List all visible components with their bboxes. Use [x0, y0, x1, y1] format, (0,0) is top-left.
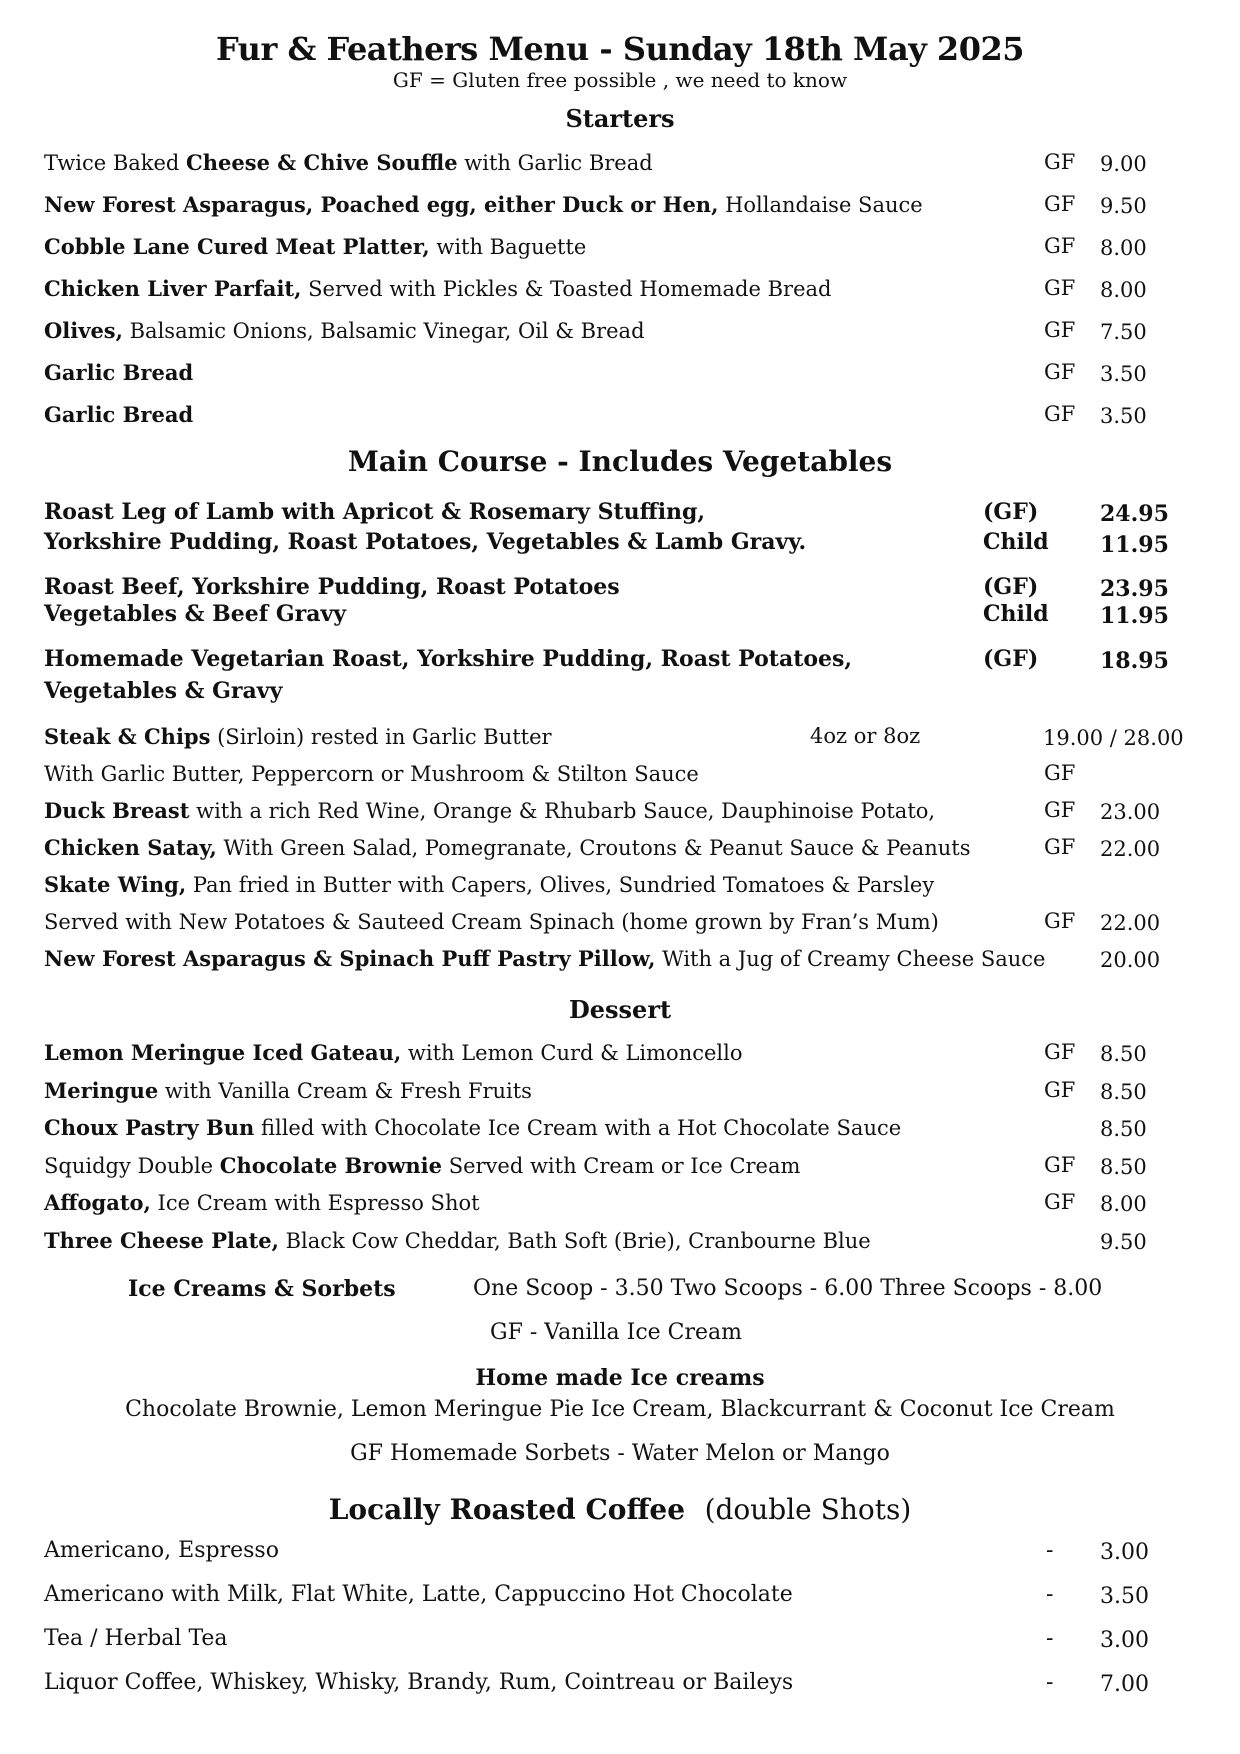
item-price: 8.50 — [1100, 1079, 1147, 1104]
item-description: with a rich Red Wine, Orange & Rhubarb Sauce, Dauphinoise Potato, — [189, 799, 936, 823]
menu-title: Fur & Feathers Menu - Sunday 18th May 2025 — [216, 30, 1024, 68]
coffee-price: 3.50 — [1100, 1584, 1149, 1609]
item-price: 7.50 — [1100, 320, 1147, 344]
coffee-price: 7.00 — [1100, 1672, 1149, 1697]
roast-beef-line2: Vegetables & Beef Gravy — [44, 601, 347, 627]
gf-marker: GF — [1044, 761, 1076, 785]
gf-vanilla-ice-cream: GF - Vanilla Ice Cream — [490, 1320, 743, 1345]
item-name: Chocolate Brownie — [219, 1152, 443, 1178]
roast-beef-line1: Roast Beef, Yorkshire Pudding, Roast Potatoes — [44, 574, 620, 600]
gf-marker: GF — [1044, 276, 1076, 300]
item-price: 8.50 — [1100, 1117, 1147, 1141]
menu-item — [44, 1153, 800, 1178]
item-name: Choux Pastry Bun — [44, 1115, 255, 1140]
steak-price: 19.00 / 28.00 — [1043, 726, 1184, 750]
roast-lamb-line1: Roast Leg of Lamb with Apricot & Rosemary Stuffing, — [44, 499, 706, 525]
ice-creams-label: Ice Creams & Sorbets — [128, 1276, 396, 1302]
scoop-prices: One Scoop - 3.50 Two Scoops - 6.00 Three Scoops - 8.00 — [473, 1276, 1103, 1301]
item-description: with Vanilla Cream & Fresh Fruits — [158, 1078, 532, 1103]
menu-item — [44, 234, 586, 259]
section-heading-starters: Starters — [565, 104, 675, 133]
gf-marker: GF — [1044, 1152, 1076, 1177]
item-price: 9.50 — [1100, 194, 1147, 218]
item-description: with Garlic Bread — [457, 151, 653, 175]
section-heading-main-course: Main Course - Includes Vegetables — [347, 445, 893, 478]
gf-marker: GF — [1044, 234, 1076, 258]
menu-item — [44, 1228, 871, 1253]
menu-item — [44, 276, 831, 301]
item-prefix: Squidgy Double — [44, 1153, 220, 1178]
item-name: Olives, — [44, 318, 123, 343]
item-price: 22.00 — [1100, 837, 1161, 861]
item-name: Duck Breast — [44, 798, 190, 823]
item-price: 3.50 — [1100, 404, 1147, 428]
coffee-dash: - — [1046, 1626, 1054, 1651]
item-description: Balsamic Onions, Balsamic Vinegar, Oil & Bread — [122, 319, 645, 343]
roast-lamb-line2: Yorkshire Pudding, Roast Potatoes, Vegetables & Lamb Gravy. — [44, 529, 807, 555]
item-price: 8.50 — [1100, 1154, 1147, 1179]
menu-item — [44, 1115, 901, 1140]
item-name: New Forest Asparagus & Spinach Puff Pastry Pillow, — [44, 946, 656, 971]
item-name: Three Cheese Plate, — [44, 1227, 279, 1253]
item-description: Hollandaise Sauce — [718, 193, 923, 217]
coffee-heading-note: (double Shots) — [704, 1493, 912, 1526]
gf-note: GF = Gluten free possible , we need to know — [392, 68, 848, 92]
menu-item — [44, 360, 193, 385]
gf-marker: GF — [1044, 909, 1076, 933]
item-price: 9.00 — [1100, 152, 1147, 176]
item-description: Served with Pickles & Toasted Homemade Bread — [301, 277, 832, 301]
child-price: 11.95 — [1100, 603, 1169, 629]
coffee-dash: - — [1046, 1670, 1054, 1695]
homemade-sorbets: GF Homemade Sorbets - Water Melon or Mango — [350, 1441, 890, 1466]
item-price: 22.00 — [1100, 911, 1161, 935]
gf-marker: GF — [1044, 798, 1076, 822]
item-price: 20.00 — [1100, 948, 1161, 972]
child-tag: Child — [983, 529, 1049, 555]
menu-item — [44, 150, 653, 175]
item-description: Black Cow Cheddar, Bath Soft (Brie), Cranbourne Blue — [278, 1228, 871, 1253]
veg-roast-line2: Vegetables & Gravy — [44, 678, 283, 704]
homemade-ice-creams-list: Chocolate Brownie, Lemon Meringue Pie Ice Cream, Blackcurrant & Coconut Ice Cream — [125, 1397, 1115, 1422]
gf-marker: GF — [1044, 402, 1076, 426]
child-price: 11.95 — [1100, 532, 1169, 558]
gf-marker: GF — [1044, 1077, 1076, 1102]
menu-item — [44, 798, 935, 823]
veg-roast-line1: Homemade Vegetarian Roast, Yorkshire Pudding, Roast Potatoes, — [44, 646, 853, 672]
item-price: 8.00 — [1100, 236, 1147, 260]
item-prefix: Served with New Potatoes & Sauteed Cream Spinach (home grown by Fran’s Mum) — [44, 910, 939, 934]
coffee-item: Tea / Herbal Tea — [44, 1626, 228, 1651]
menu-item — [44, 1190, 480, 1215]
item-description: Served with Cream or Ice Cream — [442, 1153, 801, 1178]
item-description: Pan fried in Butter with Capers, Olives, Sundried Tomatoes & Parsley — [186, 873, 935, 897]
section-heading-coffee — [0, 1493, 1240, 1526]
menu-item — [44, 402, 193, 427]
item-name: Skate Wing, — [44, 872, 187, 897]
item-name: Chicken Satay, — [44, 835, 217, 860]
item-name: Cheese & Chive Souffle — [186, 150, 458, 175]
item-price: 23.00 — [1100, 800, 1161, 824]
menu-item — [44, 1078, 532, 1103]
item-prefix: Twice Baked — [44, 151, 187, 175]
item-name: New Forest Asparagus, Poached egg, either Duck or Hen, — [44, 192, 719, 217]
item-name: Lemon Meringue Iced Gateau, — [44, 1040, 402, 1065]
item-price: 3.50 — [1100, 362, 1147, 386]
gf-marker: GF — [1044, 150, 1076, 174]
item-description: Ice Cream with Espresso Shot — [150, 1191, 480, 1215]
coffee-dash: - — [1046, 1538, 1054, 1563]
price: 18.95 — [1100, 648, 1169, 674]
gf-tag: (GF) — [983, 574, 1039, 600]
gf-tag: (GF) — [983, 499, 1039, 525]
price: 24.95 — [1100, 501, 1169, 527]
item-prefix: With Garlic Butter, Peppercorn or Mushroom & Stilton Sauce — [44, 762, 699, 786]
menu-item — [44, 761, 699, 786]
coffee-item: Americano, Espresso — [44, 1538, 279, 1563]
item-description: With Green Salad, Pomegranate, Croutons & Peanut Sauce & Peanuts — [216, 836, 971, 860]
item-name: Garlic Bread — [44, 360, 194, 385]
child-tag: Child — [983, 601, 1049, 627]
menu-item — [44, 872, 934, 897]
item-name: Meringue — [44, 1077, 159, 1103]
coffee-heading: Locally Roasted Coffee — [328, 1493, 686, 1526]
gf-marker: GF — [1044, 1040, 1076, 1064]
item-price: 9.50 — [1100, 1229, 1147, 1254]
item-description: With a Jug of Creamy Cheese Sauce — [655, 947, 1046, 971]
item-description: with Lemon Curd & Limoncello — [401, 1041, 743, 1065]
gf-marker: GF — [1044, 360, 1076, 384]
menu-item — [44, 192, 923, 217]
coffee-dash: - — [1046, 1582, 1054, 1607]
menu-item — [44, 318, 645, 343]
item-name: Affogato, — [44, 1190, 151, 1215]
gf-marker: GF — [1044, 835, 1076, 859]
item-name: Steak & Chips — [44, 724, 211, 749]
item-price: 8.00 — [1100, 1192, 1147, 1216]
item-name: Cobble Lane Cured Meat Platter, — [44, 234, 430, 259]
menu-item — [44, 946, 1045, 971]
coffee-item: Liquor Coffee, Whiskey, Whisky, Brandy, Rum, Cointreau or Baileys — [44, 1670, 794, 1695]
item-description: with Baguette — [429, 235, 587, 259]
gf-tag: (GF) — [983, 646, 1039, 672]
item-name: Chicken Liver Parfait, — [44, 276, 302, 301]
coffee-price: 3.00 — [1100, 1540, 1149, 1565]
gf-marker: GF — [1044, 318, 1076, 342]
menu-item — [44, 1040, 743, 1065]
item-price: 8.50 — [1100, 1042, 1147, 1066]
item-price: 8.00 — [1100, 278, 1147, 302]
item-description: (Sirloin) rested in Garlic Butter — [210, 725, 552, 749]
item-description: filled with Chocolate Ice Cream with a Hot Chocolate Sauce — [254, 1116, 902, 1140]
section-heading-dessert: Dessert — [568, 995, 672, 1024]
item-name: Garlic Bread — [44, 402, 194, 427]
coffee-item: Americano with Milk, Flat White, Latte, Cappuccino Hot Chocolate — [44, 1582, 793, 1607]
gf-marker: GF — [1044, 1190, 1076, 1214]
steak-sizes: 4oz or 8oz — [810, 724, 921, 748]
homemade-ice-creams-heading: Home made Ice creams — [475, 1365, 765, 1391]
menu-item — [44, 835, 970, 860]
menu-item — [44, 909, 939, 934]
gf-marker: GF — [1044, 192, 1076, 216]
coffee-price: 3.00 — [1100, 1628, 1149, 1653]
steak-description — [44, 724, 552, 749]
price: 23.95 — [1100, 576, 1169, 602]
